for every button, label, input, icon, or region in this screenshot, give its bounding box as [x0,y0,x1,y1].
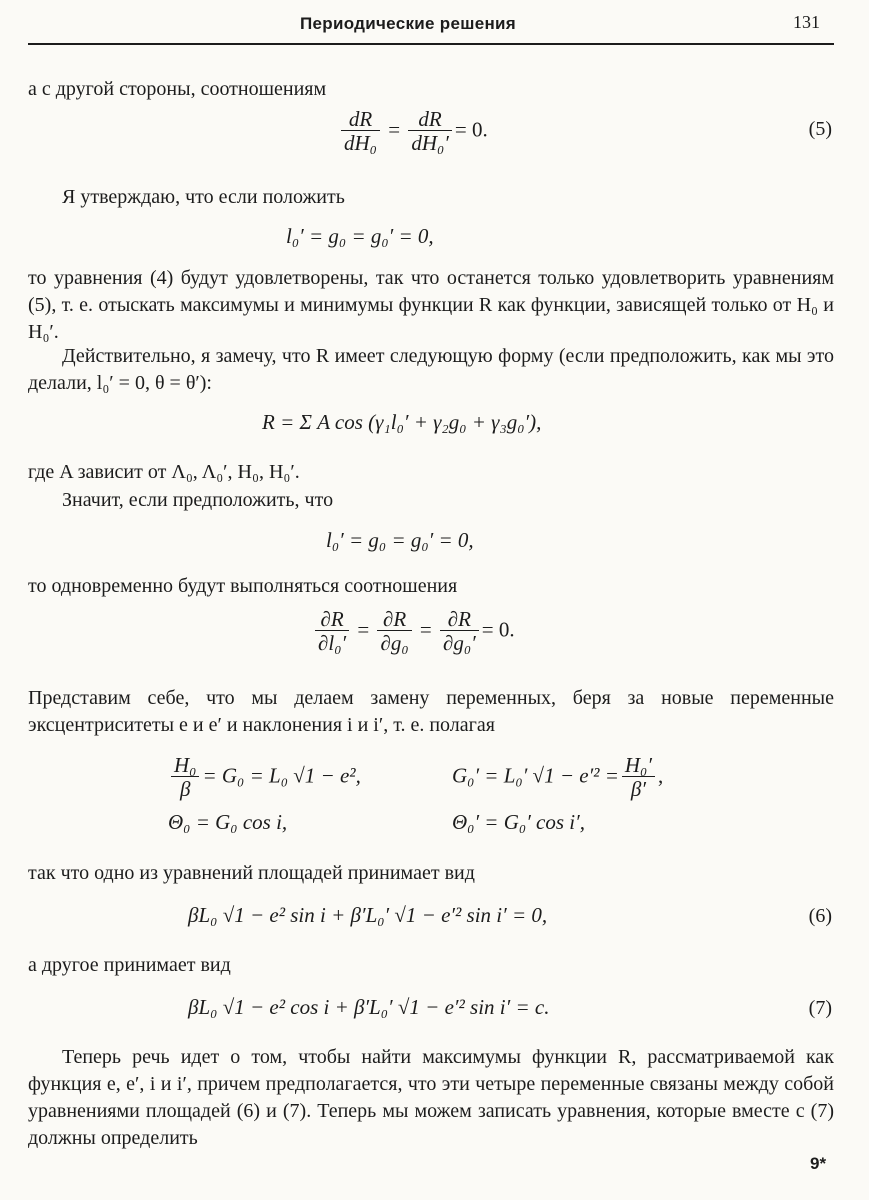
header-rule [28,43,834,45]
fraction-denominator: dH₀′ [411,131,449,155]
fraction-numerator: dR [341,108,380,131]
paragraph-3: то уравнения (4) будут удовлетворены, так что останется только удовлетворить уравнениям (5), т. е. отыскать максимумы и минимумы функции R как функции, зависящей только от H₀ и H₀′. [28,267,834,343]
fraction-numerator: ∂R [315,608,349,631]
equation-rhs: = 0. [481,617,515,642]
fraction-numerator: H₀′ [622,754,655,777]
equation-7: βL₀ √1 − e² cos i + β′L₀′ √1 − e′² sin i′ = c. [188,995,550,1019]
equation-rest: = G₀ = L₀ √1 − e², [202,763,361,788]
equation-number-5: (5) [808,118,832,140]
fraction-dR-dl0prime [315,608,349,655]
equation-lead: G₀′ = L₀′ √1 − e′² = [452,763,619,788]
equation-assumption-2: l₀′ = g₀ = g₀′ = 0, [326,528,474,552]
equation-substitution-row2-left: Θ₀ = G₀ cos i, [168,810,288,834]
equation-substitution-row2-right: Θ₀′ = G₀′ cos i′, [452,810,585,834]
fraction-dR-dH0prime [408,108,452,155]
equation-partial-derivatives: $\frac{\partial R}{\text{∂l₀′}}$ = $\frac{\partial R}{\text{∂g₀}}$ = $\frac{\partial R}{\text{∂g₀′}}$ = 0. [312,608,515,655]
equation-number-7: (7) [808,997,832,1019]
fraction-numerator: H₀ [171,754,199,777]
fraction-H0prime-betaprime [622,754,655,801]
paragraph-7: то одновременно будут выполняться соотношения [28,575,458,597]
fraction-denominator: dH₀ [344,131,377,155]
equation-tail: , [657,763,664,788]
paragraph-10: а другое принимает вид [28,954,231,976]
running-header-title: Периодические решения [300,14,517,33]
paragraph-11: Теперь речь идет о том, чтобы найти максимумы функции R, рассматриваемой как функция e, e′, i и i′, причем предполагается, что эти четыре переменные связаны между собой уравнениями площадей (6) и (7). Теперь мы можем записать уравнения, которые вместе с (7) должны определить [28,1046,834,1149]
paragraph-9: так что одно из уравнений площадей принимает вид [28,862,475,884]
fraction-dR-dH0 [341,108,380,155]
fraction-dR-dg0 [377,608,411,655]
equation-number-6: (6) [808,905,832,927]
paragraph-4: Действительно, я замечу, что R имеет следующую форму (если предположить, как мы это делали, l₀′ = 0, θ = θ′): [28,345,834,394]
fraction-denominator: β [180,777,191,801]
fraction-denominator: β′ [630,777,646,801]
equation-substitution-row1-left [168,754,361,801]
equation-substitution-row1-right [452,754,663,801]
paragraph-1: а с другой стороны, соотношениям [28,78,327,100]
paragraph-6: Значит, если предположить, что [62,489,334,511]
paragraph-5: где A зависит от Λ₀, Λ₀′, H₀, H₀′. [28,461,300,483]
page-number: 131 [793,12,820,32]
fraction-numerator: ∂R [440,608,479,631]
equation-rhs: = 0. [454,117,488,142]
fraction-H0-beta [171,754,199,801]
fraction-denominator: ∂l₀′ [318,631,347,655]
signature-mark: 9* [810,1154,827,1173]
fraction-numerator: ∂R [377,608,411,631]
equation-assumption-1: l₀′ = g₀ = g₀′ = 0, [286,224,434,248]
equation-R-form: R = Σ A cos (γ₁l₀′ + γ₂g₀ + γ₃g₀′), [262,410,542,434]
paragraph-8: Представим себе, что мы делаем замену переменных, беря за новые переменные эксцентриситеты e и e′ и наклонения i и i′, т. е. полагая [28,687,834,736]
fraction-dR-dg0prime [440,608,479,655]
equation-6: βL₀ √1 − e² sin i + β′L₀′ √1 − e′² sin i′ = 0, [188,903,548,927]
equation-5: $\frac{dR}{\text{dH₀}}$ = $\frac{dR}{\text{dH₀′}}$ = 0. [338,108,488,155]
fraction-denominator: ∂g₀′ [442,631,476,655]
fraction-numerator: dR [408,108,452,131]
fraction-denominator: ∂g₀ [380,631,409,655]
paragraph-2: Я утверждаю, что если положить [62,186,345,208]
